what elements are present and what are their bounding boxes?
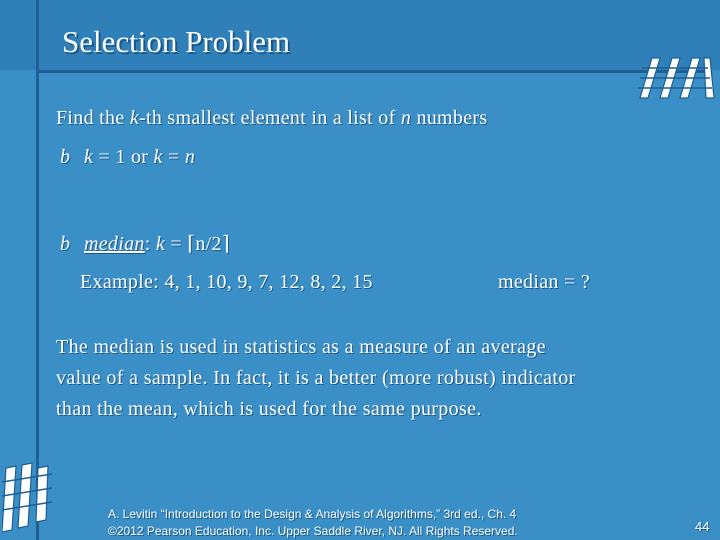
bullet1-k1: k	[84, 146, 94, 168]
bullet1-eq1: = 1 or	[93, 146, 154, 168]
example-line: Example: 4, 1, 10, 9, 7, 12, 8, 2, 15	[80, 271, 373, 293]
vertical-rule	[36, 0, 39, 540]
bullet1-n: n	[184, 146, 196, 168]
paragraph-line-2: value of a sample. In fact, it is a better (more robust) indicator	[56, 367, 576, 389]
bullet-marker-2: b	[60, 233, 70, 255]
median-paragraph	[56, 332, 706, 425]
bullet-marker-1: b	[60, 146, 70, 168]
horizontal-rule	[36, 70, 706, 73]
bullet2-colon: :	[144, 233, 156, 255]
bullet1-k2: k	[153, 146, 163, 168]
ceil-right: ⌉	[221, 233, 230, 255]
bullet-item-2	[84, 232, 230, 256]
intro-line	[56, 106, 487, 130]
bullet2-eq: =	[165, 233, 188, 255]
ceil-left: ⌈	[187, 233, 196, 255]
footer-line-2: ©2012 Pearson Education, Inc. Upper Saddle River, NJ. All Rights Reserved.	[108, 524, 518, 538]
median-question: median = ?	[498, 271, 591, 293]
bullet2-k: k	[155, 233, 166, 255]
logo-top-right-icon	[638, 52, 716, 102]
bullet1-eq2: =	[162, 146, 185, 168]
logo-bottom-left-icon	[2, 462, 54, 534]
intro-post: numbers	[411, 107, 488, 129]
citation-footer	[108, 506, 518, 540]
intro-k: k	[129, 107, 140, 129]
paragraph-line-3: than the mean, which is used for the same purpose.	[56, 398, 482, 420]
intro-pre: Find the	[56, 107, 130, 129]
page-number: 44	[695, 519, 710, 534]
bullet-item-1	[84, 145, 195, 169]
paragraph-line-1: The median is used in statistics as a measure of an average	[56, 336, 546, 358]
slide-title: Selection Problem	[62, 24, 291, 59]
median-term: median	[84, 233, 145, 255]
intro-mid: -th smallest element in a list of	[139, 107, 401, 129]
footer-line-1: A. Levitin “Introduction to the Design & Analysis of Algorithms,” 3rd ed., Ch. 4	[108, 507, 517, 521]
bullet2-expr: n/2	[195, 233, 222, 255]
intro-n: n	[400, 107, 412, 129]
